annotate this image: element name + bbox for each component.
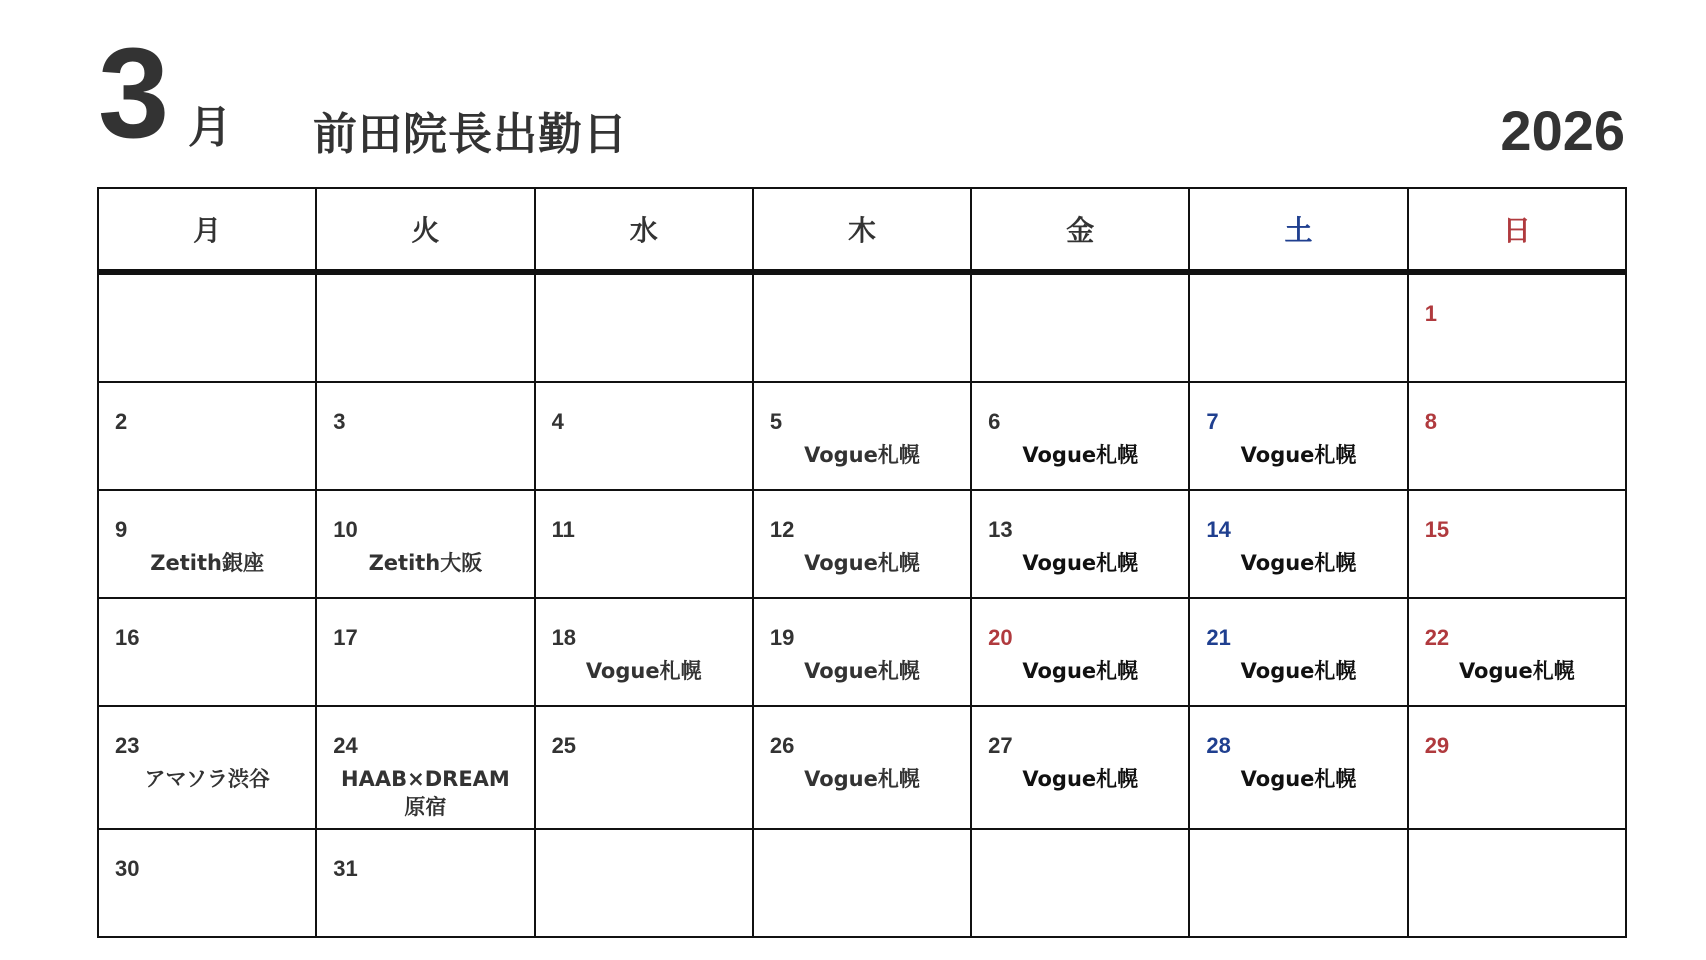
week-row — [98, 490, 1626, 598]
event-label: Vogue札幌 — [1022, 767, 1139, 791]
day-number: 20 — [988, 625, 1013, 650]
day-number: 4 — [551, 409, 564, 434]
day-cell-sun — [1408, 490, 1626, 598]
day-cell-thu — [753, 829, 971, 937]
day-cell-sat — [1189, 829, 1407, 937]
day-number: 19 — [769, 625, 795, 650]
day-number: 11 — [551, 517, 575, 542]
day-cell-fri — [971, 829, 1189, 937]
day-cell-wed — [535, 272, 753, 382]
event-label: Vogue札幌 — [585, 659, 702, 683]
event-label: HAAB×DREAM 原宿 — [341, 767, 510, 819]
day-cell-tue — [316, 706, 534, 829]
event-label: Vogue札幌 — [1240, 443, 1357, 467]
weekday-header-row — [98, 188, 1626, 272]
day-cell-fri — [971, 598, 1189, 706]
day-cell-wed — [535, 706, 753, 829]
weekday-sat: 土 — [1189, 188, 1407, 272]
weekday-fri: 金 — [971, 188, 1189, 272]
event-label: Zetith銀座 — [150, 551, 264, 575]
event-label: Vogue札幌 — [1240, 551, 1357, 575]
day-cell-mon — [98, 706, 316, 829]
day-cell-mon — [98, 272, 316, 382]
event-label: Vogue札幌 — [804, 551, 920, 575]
day-number: 27 — [988, 733, 1013, 758]
event-label: アマソラ渋谷 — [144, 767, 270, 791]
day-number: 1 — [1424, 301, 1437, 326]
weekday-tue: 火 — [316, 188, 534, 272]
day-cell-sun — [1408, 829, 1626, 937]
month-number: 3 — [98, 22, 170, 165]
weekday-thu: 木 — [753, 188, 971, 272]
day-number: 3 — [333, 409, 346, 434]
day-cell-mon — [98, 829, 316, 937]
day-cell-sat — [1189, 598, 1407, 706]
day-cell-fri — [971, 382, 1189, 490]
day-number: 13 — [988, 517, 1013, 542]
year: 2026 — [1500, 99, 1625, 162]
weekday-sun: 日 — [1408, 188, 1626, 272]
day-number: 29 — [1424, 733, 1450, 758]
day-cell-thu — [753, 706, 971, 829]
day-cell-sun — [1408, 706, 1626, 829]
event-label: Vogue札幌 — [1458, 659, 1575, 683]
day-number: 6 — [988, 409, 1001, 434]
day-cell-wed — [535, 490, 753, 598]
event-label: Vogue札幌 — [1022, 551, 1139, 575]
day-number: 31 — [333, 856, 358, 881]
day-cell-wed — [535, 598, 753, 706]
day-cell-thu — [753, 272, 971, 382]
event-label: Vogue札幌 — [1022, 443, 1139, 467]
day-number: 17 — [333, 625, 358, 650]
day-number: 10 — [333, 517, 358, 542]
weekday-wed: 水 — [535, 188, 753, 272]
day-cell-fri — [971, 490, 1189, 598]
day-number: 7 — [1206, 409, 1219, 434]
month-unit: 月 — [188, 102, 232, 153]
day-number: 30 — [115, 856, 140, 881]
week-row — [98, 829, 1626, 937]
day-cell-sun — [1408, 382, 1626, 490]
day-number: 5 — [769, 409, 783, 434]
day-number: 16 — [115, 625, 140, 650]
day-cell-sat — [1189, 272, 1407, 382]
day-cell-sun — [1408, 598, 1626, 706]
page-title: 前田院長出勤日 — [313, 109, 628, 160]
day-cell-thu — [753, 490, 971, 598]
week-row — [98, 272, 1626, 382]
event-label: Vogue札幌 — [1240, 659, 1357, 683]
event-label: Vogue札幌 — [804, 443, 920, 467]
day-cell-fri — [971, 706, 1189, 829]
day-number: 2 — [115, 409, 128, 434]
day-cell-sat — [1189, 706, 1407, 829]
day-cell-sat — [1189, 490, 1407, 598]
day-cell-mon — [98, 598, 316, 706]
day-number: 12 — [769, 517, 795, 542]
event-label: Zetith大阪 — [368, 551, 483, 575]
day-number: 9 — [115, 517, 128, 542]
event-label: Vogue札幌 — [804, 767, 920, 791]
day-cell-tue — [316, 598, 534, 706]
event-label: Vogue札幌 — [1240, 767, 1357, 791]
day-number: 23 — [115, 733, 140, 758]
day-cell-wed — [535, 382, 753, 490]
day-cell-mon — [98, 382, 316, 490]
day-number: 8 — [1424, 409, 1437, 434]
day-number: 22 — [1424, 625, 1450, 650]
day-number: 15 — [1424, 517, 1450, 542]
day-number: 28 — [1206, 733, 1231, 758]
day-cell-tue — [316, 829, 534, 937]
weekday-mon: 月 — [98, 188, 316, 272]
event-label: Vogue札幌 — [1022, 659, 1139, 683]
day-cell-tue — [316, 382, 534, 490]
day-cell-wed — [535, 829, 753, 937]
day-number: 21 — [1206, 625, 1231, 650]
day-number: 26 — [769, 733, 795, 758]
calendar-grid — [97, 187, 1627, 938]
day-cell-tue — [316, 272, 534, 382]
day-cell-sat — [1189, 382, 1407, 490]
day-cell-sun — [1408, 272, 1626, 382]
day-cell-thu — [753, 598, 971, 706]
day-cell-thu — [753, 382, 971, 490]
day-number: 24 — [333, 733, 358, 758]
day-number: 25 — [551, 733, 577, 758]
week-row — [98, 706, 1626, 829]
week-row — [98, 382, 1626, 490]
day-cell-tue — [316, 490, 534, 598]
day-number: 14 — [1206, 517, 1231, 542]
day-cell-fri — [971, 272, 1189, 382]
event-label: Vogue札幌 — [804, 659, 920, 683]
day-number: 18 — [551, 625, 577, 650]
week-row — [98, 598, 1626, 706]
day-cell-mon — [98, 490, 316, 598]
